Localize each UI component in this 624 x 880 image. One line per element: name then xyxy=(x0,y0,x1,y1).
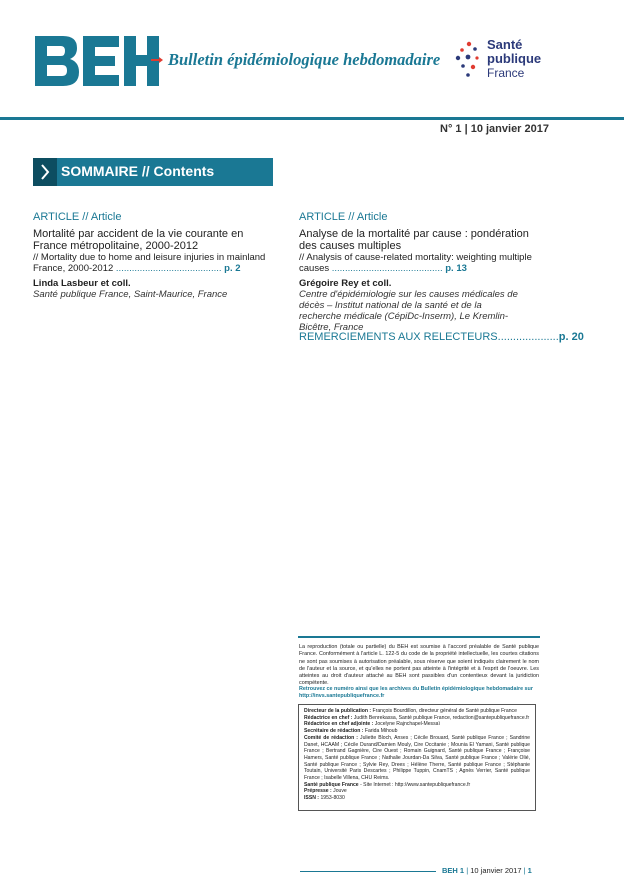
article-1[interactable] xyxy=(33,229,278,300)
article-1-section: ARTICLE // Article xyxy=(33,211,122,223)
footer-rule xyxy=(300,871,436,872)
issn: 1953-8030 xyxy=(320,795,345,802)
issn-label: ISSN : xyxy=(304,795,320,802)
beh-logo xyxy=(33,34,163,88)
article-2-section: ARTICLE // Article xyxy=(299,211,388,223)
article-1-title[interactable]: Mortalité par accident de la vie courante en France métropolitaine, 2000-2012 xyxy=(33,228,244,252)
article-1-page[interactable]: p. 2 xyxy=(224,262,241,274)
article-1-subtitle-row xyxy=(33,253,278,274)
article-1-affiliation: Santé publique France, Saint-Maurice, France xyxy=(33,289,228,300)
secretary: Farida Mihoub xyxy=(364,728,398,735)
archive-notice[interactable]: Retrouvez ce numéro ainsi que les archives du Bulletin épidémiologique hebdomadaire sur http://invs.santepubliquefrance.fr xyxy=(299,686,533,700)
article-2-subtitle: // Analysis of cause-related mortality: weighting multiple causes xyxy=(299,252,532,274)
thanks-label[interactable]: REMERCIEMENTS AUX RELECTEURS xyxy=(299,331,498,343)
editor-label: Rédactrice en chef : xyxy=(304,714,353,721)
article-2-authors: Grégoire Rey et coll. xyxy=(299,278,392,289)
page-footer xyxy=(442,866,532,875)
article-2-affiliation: Centre d'épidémiologie sur les causes médicales de décès – Institut national de la santé et de la recherche médicale (CépiDc-Inserm), Le Kremlin-Bicêtre, France xyxy=(299,289,518,333)
printer-label: Prépresse : xyxy=(304,788,332,795)
publisher-line-3: France xyxy=(487,66,525,80)
article-1-authors: Linda Lasbeur et coll. xyxy=(33,278,131,289)
deputy-label: Rédactrice en chef adjointe : xyxy=(304,721,374,728)
publisher-line-1: Santé xyxy=(487,37,523,52)
chevron-right-icon xyxy=(33,158,57,186)
article-1-leader-dots: ........................................ xyxy=(115,262,222,274)
sante-publique-france-logo-icon xyxy=(455,40,483,80)
footer-journal: BEH 1 xyxy=(442,866,465,875)
article-1-subtitle: // Mortality due to home and leisure injuries in mainland France, 2000-2012 xyxy=(33,252,266,274)
footer-separator-2: | xyxy=(523,866,526,875)
secretary-label: Secrétaire de rédaction : xyxy=(304,728,364,735)
sp-label: Santé publique France xyxy=(304,781,359,788)
thanks-reviewers-entry[interactable] xyxy=(299,331,584,343)
editor: Judith Benrekassa, Santé publique France, redaction@santepubliquefrance.fr xyxy=(353,714,530,721)
legal-notice: La reproduction (totale ou partielle) du BEH est soumise à l'accord préalable de Santé publique France. Conformément à l'article L. 122-5 du code de la propriété intellectuelle, les courtes citations ne sont pas soumises à autorisation préalable, sous réserve que soient indiqués clairement le nom de l'auteur et la source, et qu'elles ne portent pas atteinte à l'intégrité et à l'esprit de l'oeuvre. Les atteintes au droit d'auteur attaché au BEH sont passibles d'un contentieux devant la juridiction compétente. xyxy=(299,644,539,687)
article-2-page[interactable]: p. 13 xyxy=(445,262,467,274)
committee-label: Comité de rédaction : xyxy=(304,734,358,741)
journal-tagline: Bulletin épidémiologique hebdomadaire xyxy=(168,50,441,69)
thanks-leader-dots: .................... xyxy=(497,331,559,343)
sp-website[interactable]: - Site Internet : http://www.santepubliquefrance.fr xyxy=(360,781,471,788)
footer-page-number: 1 xyxy=(527,866,532,875)
director-label: Directeur de la publication : xyxy=(304,708,372,714)
footer-date: 10 janvier 2017 xyxy=(470,866,522,875)
header-rule xyxy=(0,117,624,120)
info-rule xyxy=(298,636,540,638)
printer: Jouve xyxy=(333,788,347,795)
issue-number: N° 1 | 10 janvier 2017 xyxy=(440,123,549,135)
director: François Bourdillon, directeur général de Santé publique France xyxy=(372,708,517,714)
publisher-line-2: publique xyxy=(487,51,542,66)
masthead-box xyxy=(298,704,536,811)
footer-separator-1: | xyxy=(466,866,469,875)
sommaire-banner xyxy=(33,158,273,186)
committee: Juliette Bloch, Anses ; Cécile Brouard, Santé publique France ; Sandrine Danet, HCAAM ; Cécile Durand/Damien Mouly, Cire Occitanie ; Mounia El Yamani, Santé publique France ; Bertrand Gagnière, Cire Ouest ; Romain Guignard, Santé publique France ; Françoise Hamers, Santé publique France ; Nathalie Jourdan-Da Silva, Santé publique France ; Valérie Olié, Santé publique France ; Sylvie Rey, Drees ; Hélène Therre, Santé publique France ; Stéphanie Toutain, Université Paris Descartes ; Philippe Tuppin, CnamTS ; Agnès Verrier, Santé publique France ; Isabelle Villena, CHU Reims. xyxy=(304,734,530,782)
sante-publique-france-wordmark xyxy=(487,38,541,80)
deputy: Jocelyne Rajnchapel-Messaï xyxy=(374,721,440,728)
article-2[interactable] xyxy=(299,229,544,333)
article-2-subtitle-row xyxy=(299,253,544,274)
article-2-leader-dots: .......................................... xyxy=(331,262,443,274)
article-2-title[interactable]: Analyse de la mortalité par cause : pondération des causes multiples xyxy=(299,228,529,252)
thanks-page[interactable]: p. 20 xyxy=(558,331,584,343)
sommaire-title: SOMMAIRE // Contents xyxy=(61,163,215,179)
